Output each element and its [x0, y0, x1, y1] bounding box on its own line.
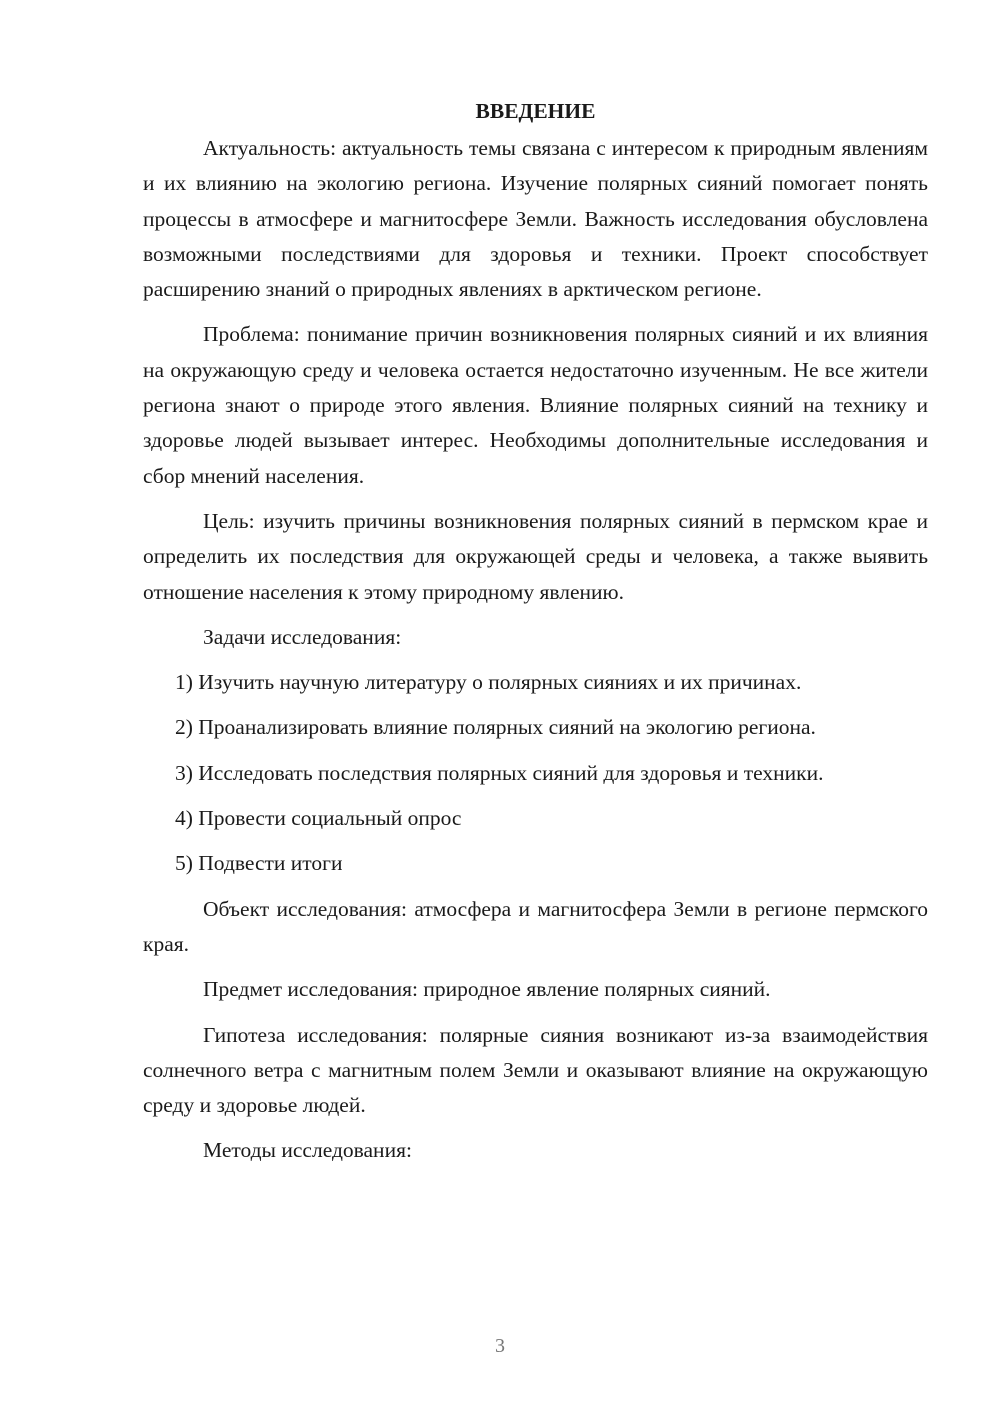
document-page	[143, 92, 928, 1179]
goal-paragraph: Цель: изучить причины возникновения полярных сияний в пермском крае и определить их последствия для окружающей среды и человека, а также выявить отношение населения к этому природному явлению.	[143, 508, 928, 604]
subject-paragraph: Предмет исследования: природное явление полярных сияний.	[203, 977, 771, 1002]
task-item-3: 3) Исследовать последствия полярных сияний для здоровья и техники.	[175, 760, 824, 785]
task-item-2: 2) Проанализировать влияние полярных сияний на экологию региона.	[175, 715, 816, 740]
methods-heading: Методы исследования:	[203, 1138, 412, 1163]
object-paragraph: Объект исследования: атмосфера и магнитосфера Земли в регионе пермского края.	[143, 896, 928, 956]
tasks-heading: Задачи исследования:	[203, 624, 402, 649]
page-number: 3	[495, 1335, 505, 1357]
hypothesis-paragraph: Гипотеза исследования: полярные сияния возникают из-за взаимодействия солнечного ветра с магнитным полем Земли и оказывают влияние на окружающую среду и здоровье людей.	[143, 1022, 928, 1118]
page-title: ВВЕДЕНИЕ	[475, 99, 596, 123]
task-item-1: 1) Изучить научную литературу о полярных сияниях и их причинах.	[175, 670, 802, 695]
task-item-5: 5) Подвести итоги	[175, 851, 343, 876]
relevance-paragraph: Актуальность: актуальность темы связана с интересом к природным явлениям и их влиянию на экологию региона. Изучение полярных сияний помогает понять процессы в атмосфере и магнитосфере Земли. Важность исследования обусловлена возможными последствиями для здоровья и техники. Проект способствует расширению знаний о природных явлениях в арктическом регионе.	[143, 136, 928, 302]
task-item-4: 4) Провести социальный опрос	[175, 806, 462, 831]
problem-paragraph: Проблема: понимание причин возникновения полярных сияний и их влияния на окружающую среду и человека остается недостаточно изученным. Не все жители региона знают о природе этого явления. Влияние полярных сияний на технику и здоровье людей вызывает интерес. Необходимы дополнительные исследования и сбор мнений населения.	[143, 322, 928, 488]
